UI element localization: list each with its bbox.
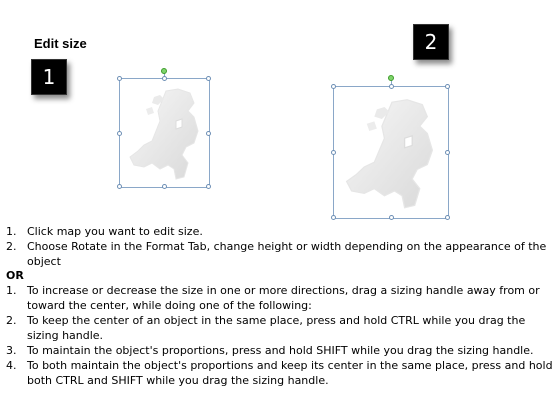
instructions bbox=[6, 224, 554, 388]
or-separator: OR bbox=[6, 269, 24, 282]
item-number: 1. bbox=[6, 284, 17, 297]
rotate-handle[interactable] bbox=[161, 68, 167, 74]
resize-handle[interactable] bbox=[445, 150, 450, 155]
resize-handle[interactable] bbox=[162, 184, 167, 189]
resize-handle[interactable] bbox=[117, 184, 122, 189]
item-text: Click map you want to edit size. bbox=[27, 225, 203, 238]
resize-handle[interactable] bbox=[331, 84, 336, 89]
item-number: 2. bbox=[6, 314, 17, 327]
netherlands-map-icon[interactable] bbox=[124, 85, 208, 185]
item-number: 1. bbox=[6, 225, 17, 238]
instruction-list-b bbox=[6, 283, 554, 388]
item-number: 4. bbox=[6, 359, 17, 372]
item-text: To increase or decrease the size in one or more directions, drag a sizing handle away from or toward the center, while doing one of the following: bbox=[27, 284, 540, 312]
resize-handle[interactable] bbox=[162, 76, 167, 81]
item-number: 2. bbox=[6, 240, 17, 253]
map-selection-frame-1[interactable] bbox=[119, 78, 210, 188]
resize-handle[interactable] bbox=[331, 150, 336, 155]
list-item bbox=[6, 239, 554, 269]
map-selection-frame-2[interactable] bbox=[333, 86, 449, 219]
list-item bbox=[6, 224, 554, 239]
resize-handle[interactable] bbox=[206, 131, 211, 136]
resize-handle[interactable] bbox=[445, 84, 450, 89]
rotate-handle[interactable] bbox=[388, 75, 394, 81]
step-badge-2: 2 bbox=[413, 24, 449, 60]
item-text: To keep the center of an object in the same place, press and hold CTRL while you drag the sizing handle. bbox=[27, 314, 526, 342]
resize-handle[interactable] bbox=[117, 131, 122, 136]
resize-handle[interactable] bbox=[331, 215, 336, 220]
list-item bbox=[6, 358, 554, 388]
instruction-list-a bbox=[6, 224, 554, 269]
resize-handle[interactable] bbox=[389, 215, 394, 220]
resize-handle[interactable] bbox=[389, 84, 394, 89]
item-text: To both maintain the object's proportions and keep its center in the same place, press and hold both CTRL and SHIFT while you drag the sizing handle. bbox=[27, 359, 553, 387]
list-item bbox=[6, 313, 554, 343]
list-item bbox=[6, 343, 554, 358]
list-item bbox=[6, 283, 554, 313]
resize-handle[interactable] bbox=[206, 76, 211, 81]
resize-handle[interactable] bbox=[206, 184, 211, 189]
resize-handle[interactable] bbox=[445, 215, 450, 220]
slide-title: Edit size bbox=[34, 36, 87, 51]
step-badge-1: 1 bbox=[31, 59, 67, 95]
resize-handle[interactable] bbox=[117, 76, 122, 81]
item-number: 3. bbox=[6, 344, 17, 357]
item-text: To maintain the object's proportions, press and hold SHIFT while you drag the sizing handle. bbox=[27, 344, 534, 357]
netherlands-map-icon[interactable] bbox=[339, 95, 445, 215]
item-text: Choose Rotate in the Format Tab, change height or width depending on the appearance of the object bbox=[27, 240, 547, 268]
